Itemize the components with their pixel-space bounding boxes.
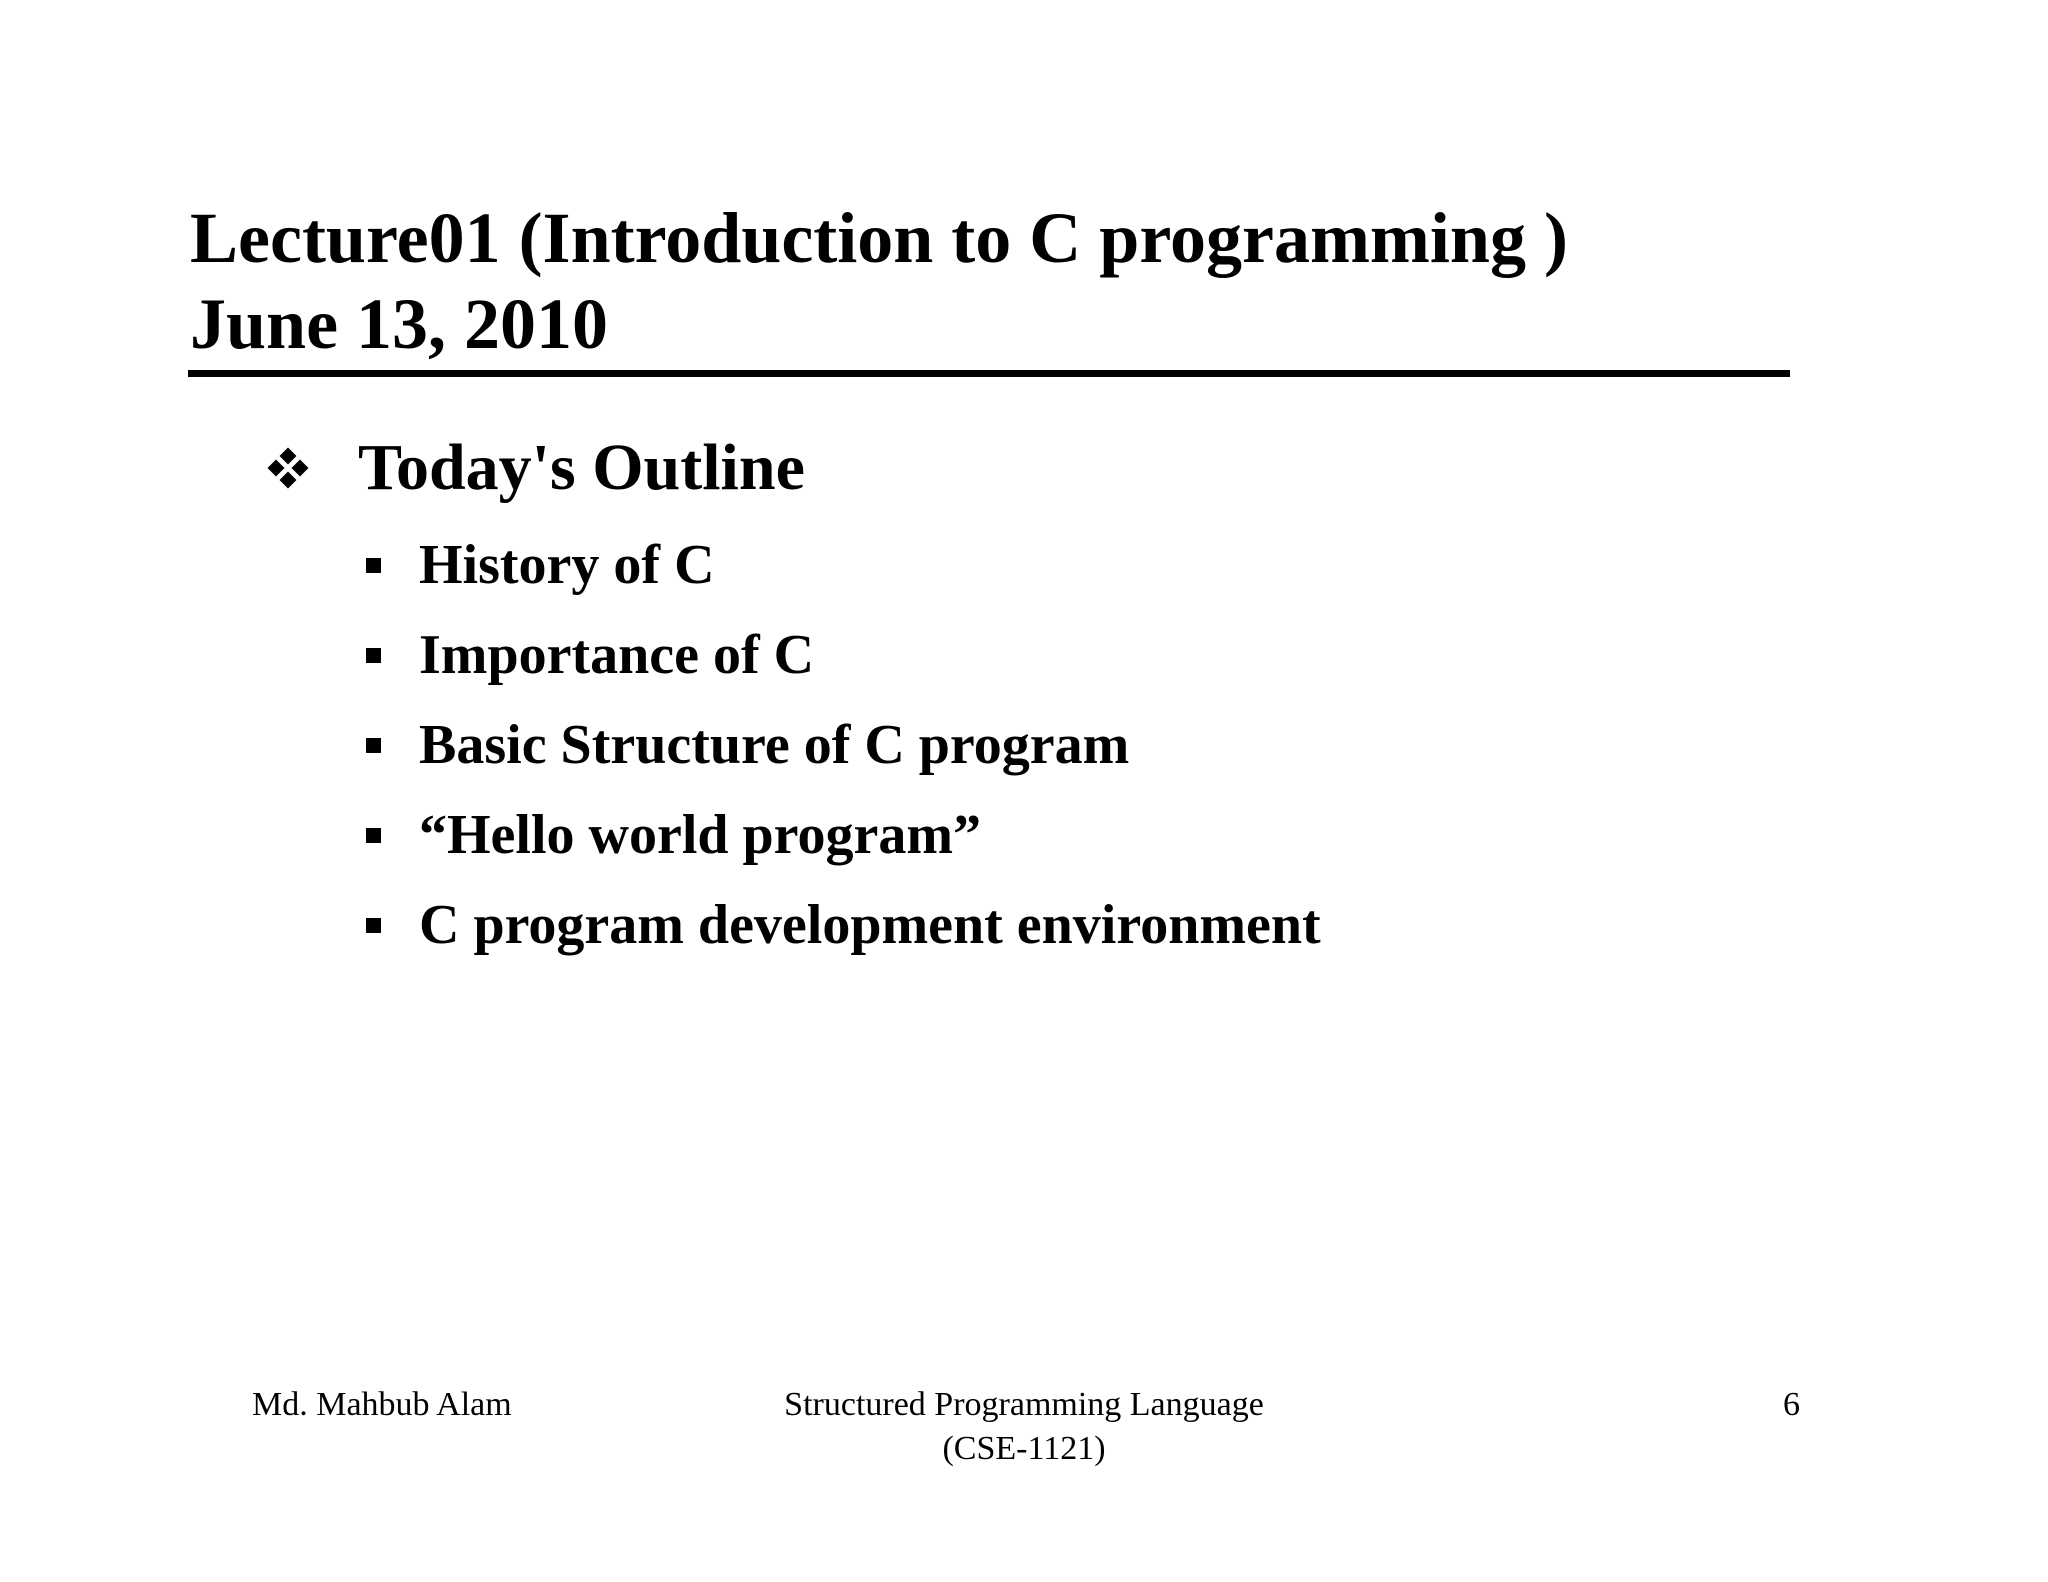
list-item xyxy=(366,790,1770,880)
list-item-text: History of C xyxy=(419,534,715,596)
square-bullet-icon xyxy=(366,648,381,663)
square-bullet-icon xyxy=(366,558,381,573)
list-item-text: Basic Structure of C program xyxy=(419,714,1130,776)
list-item-text: “Hello world program” xyxy=(419,804,982,866)
title-line-lecture: Lecture01 (Introduction to C programming ) xyxy=(190,198,1568,278)
footer-course-code: (CSE-1121) xyxy=(942,1430,1106,1467)
list-item-text: C program development environment xyxy=(419,894,1321,956)
list-item xyxy=(366,700,1770,790)
square-bullet-icon xyxy=(366,738,381,753)
list-item xyxy=(366,880,1770,970)
four-diamond-bullet-icon xyxy=(270,450,306,486)
square-bullet-icon xyxy=(366,918,381,933)
slide-title xyxy=(190,195,1790,367)
page-number: 6 xyxy=(1783,1386,1800,1423)
list-item-text: Importance of C xyxy=(419,624,815,686)
outline-heading xyxy=(270,420,1770,516)
footer-course-name: Structured Programming Language xyxy=(784,1386,1264,1423)
footer-course xyxy=(724,1383,1324,1471)
outline-list xyxy=(366,520,1770,970)
title-line-date: June 13, 2010 xyxy=(190,284,609,364)
square-bullet-icon xyxy=(366,828,381,843)
outline-heading-text: Today's Outline xyxy=(358,431,805,504)
list-item xyxy=(366,520,1770,610)
footer-author: Md. Mahbub Alam xyxy=(252,1386,512,1423)
outline-section xyxy=(270,420,1770,970)
title-divider xyxy=(188,370,1790,377)
list-item xyxy=(366,610,1770,700)
